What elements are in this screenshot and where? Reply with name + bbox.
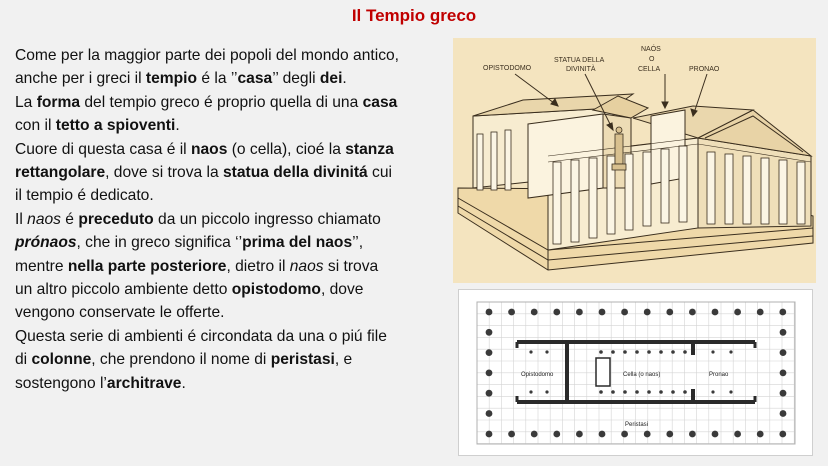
label-naos-2: O (649, 56, 655, 63)
column-dot (508, 309, 515, 316)
column-dot (779, 309, 786, 316)
floor-plan-drawing (459, 290, 812, 455)
column-dot (734, 431, 741, 438)
label-naos-3: CELLA (638, 66, 661, 73)
text-line (15, 208, 445, 231)
emphasized-text: statua della divinitá (223, 164, 368, 182)
column-dot (486, 349, 493, 356)
text-run: anche per i greci il (15, 70, 146, 88)
column-dot (486, 309, 493, 316)
column-dot (729, 350, 732, 353)
plan-label-pronao: Pronao (709, 372, 729, 378)
emphasized-text: casa (362, 93, 398, 111)
emphasized-text: preceduto (78, 210, 154, 228)
column-dot (671, 350, 675, 354)
text-run: . (342, 70, 347, 88)
emphasized-text: peristasi (270, 351, 335, 369)
text-line (15, 44, 445, 67)
column-dot (683, 350, 687, 354)
text-run: sostengono l’ (15, 374, 107, 392)
column-dot (599, 390, 603, 394)
column-dot (711, 350, 714, 353)
column-dot (545, 390, 548, 393)
text-line (15, 372, 445, 395)
text-run: , dove (320, 281, 364, 299)
emphasized-text: prónaos (15, 234, 77, 252)
column-dot (779, 431, 786, 438)
emphasized-text: rettangolare (15, 164, 106, 182)
column-dot (623, 390, 627, 394)
emphasized-text: opistodomo (231, 281, 321, 299)
temple-floor-plan (458, 289, 813, 456)
emphasized-text: naos (190, 140, 228, 158)
text-run: mentre (15, 257, 68, 275)
column-dot (635, 350, 639, 354)
text-run: di (15, 351, 32, 369)
column-dot (647, 350, 651, 354)
text-line (15, 278, 445, 301)
label-naos-1: NAÓS (641, 46, 661, 53)
column-dot (508, 431, 515, 438)
temple-drawing (453, 38, 816, 283)
column-dot (599, 350, 603, 354)
column-dot (486, 431, 493, 438)
text-run: il tempio é dedicato. (15, 187, 154, 205)
column-dot (553, 431, 560, 438)
label-opistodomo: OPISTODOMO (483, 65, 532, 72)
text-line (15, 255, 445, 278)
column-dot (666, 309, 673, 316)
column-dot (529, 390, 532, 393)
column-dot (529, 350, 532, 353)
text-run: con il (15, 117, 56, 135)
text-run: , dove si trova la (105, 164, 223, 182)
column-dot (611, 350, 615, 354)
statue-base (596, 358, 610, 386)
text-run: (o cella), cioé la (227, 140, 346, 158)
column-dot (576, 431, 583, 438)
text-line (15, 301, 445, 324)
column-dot (486, 370, 493, 377)
column-dot (644, 431, 651, 438)
plan-label-peristasi: Peristasi (625, 422, 649, 428)
emphasized-text: tetto a spioventi (55, 117, 176, 135)
text-run: . (175, 117, 180, 135)
text-line (15, 348, 445, 371)
text-line (15, 161, 445, 184)
column-dot (621, 309, 628, 316)
temple-illustration (453, 38, 816, 283)
emphasized-text: stanza (345, 140, 394, 158)
column-dot (683, 390, 687, 394)
column-dot (621, 431, 628, 438)
column-dot (757, 431, 764, 438)
emphasized-text: naos (289, 257, 324, 275)
column-dot (711, 390, 714, 393)
emphasized-text: dei (319, 70, 343, 88)
text-line (15, 114, 445, 137)
emphasized-text: naos (27, 210, 61, 228)
plan-label-opistodomo: Opistodomo (521, 372, 554, 378)
column-dot (531, 431, 538, 438)
column-dot (712, 309, 719, 316)
column-dot (712, 431, 719, 438)
column-dot (780, 410, 787, 417)
column-dot (486, 410, 493, 417)
slide-title: Il Tempio greco (351, 6, 477, 25)
column-dot (780, 390, 787, 397)
text-run: Questa serie di ambienti é circondata da una o piú file (15, 327, 387, 345)
text-run: del tempio greco é proprio quella di una (80, 93, 363, 111)
text-run: La (15, 93, 37, 111)
label-statua-1: STATUA DELLA (554, 57, 605, 64)
text-run: Il (15, 210, 28, 228)
column-dot (486, 329, 493, 336)
emphasized-text: casa (237, 70, 273, 88)
column-dot (734, 309, 741, 316)
column-dot (671, 390, 675, 394)
text-run: da un piccolo ingresso chiamato (153, 210, 381, 228)
column-dot (780, 370, 787, 377)
emphasized-text: architrave (106, 374, 182, 392)
column-dot (647, 390, 651, 394)
emphasized-text: prima del naos (242, 234, 353, 252)
column-dot (644, 309, 651, 316)
label-pronao: PRONAO (689, 66, 720, 73)
column-dot (689, 309, 696, 316)
column-dot (635, 390, 639, 394)
emphasized-text: nella parte posteriore (67, 257, 227, 275)
column-dot (576, 309, 583, 316)
text-run: ’’, (352, 234, 364, 252)
text-run: , e (334, 351, 353, 369)
column-dot (599, 431, 606, 438)
emphasized-text: tempio (145, 70, 198, 88)
text-run: cui (367, 164, 392, 182)
column-dot (611, 390, 615, 394)
column-dot (623, 350, 627, 354)
text-run: ’’ degli (272, 70, 320, 88)
text-line (15, 67, 445, 90)
column-dot (757, 309, 764, 316)
column-dot (729, 390, 732, 393)
text-line (15, 138, 445, 161)
text-run: . (181, 374, 186, 392)
column-dot (780, 329, 787, 336)
text-run: Cuore di questa casa é il (15, 140, 191, 158)
column-dot (659, 350, 663, 354)
text-run: , che in greco significa ‘’ (76, 234, 243, 252)
column-dot (486, 390, 493, 397)
emphasized-text: forma (36, 93, 81, 111)
column-dot (545, 350, 548, 353)
plan-label-cella: Cella (o naos) (623, 372, 661, 378)
text-run: un altro piccolo ambiente detto (15, 281, 232, 299)
text-line (15, 325, 445, 348)
text-run: Come per la maggior parte dei popoli del mondo antico, (15, 47, 400, 64)
text-run: , dietro il (226, 257, 290, 275)
column-dot (599, 309, 606, 316)
column-dot (531, 309, 538, 316)
text-run: é la ’’ (197, 70, 238, 88)
emphasized-text: colonne (31, 351, 92, 369)
text-run: é (60, 210, 79, 228)
text-line (15, 184, 445, 207)
column-dot (666, 431, 673, 438)
label-statua-2: DIVINITÀ (566, 66, 596, 73)
text-line (15, 231, 445, 254)
column-dot (659, 390, 663, 394)
column-dot (553, 309, 560, 316)
text-run: , che prendono il nome di (91, 351, 271, 369)
text-run: si trova (323, 257, 379, 275)
slide-body-text (15, 44, 445, 395)
column-dot (689, 431, 696, 438)
text-run: vengono conservate le offerte. (15, 304, 225, 322)
column-dot (780, 349, 787, 356)
text-line (15, 91, 445, 114)
